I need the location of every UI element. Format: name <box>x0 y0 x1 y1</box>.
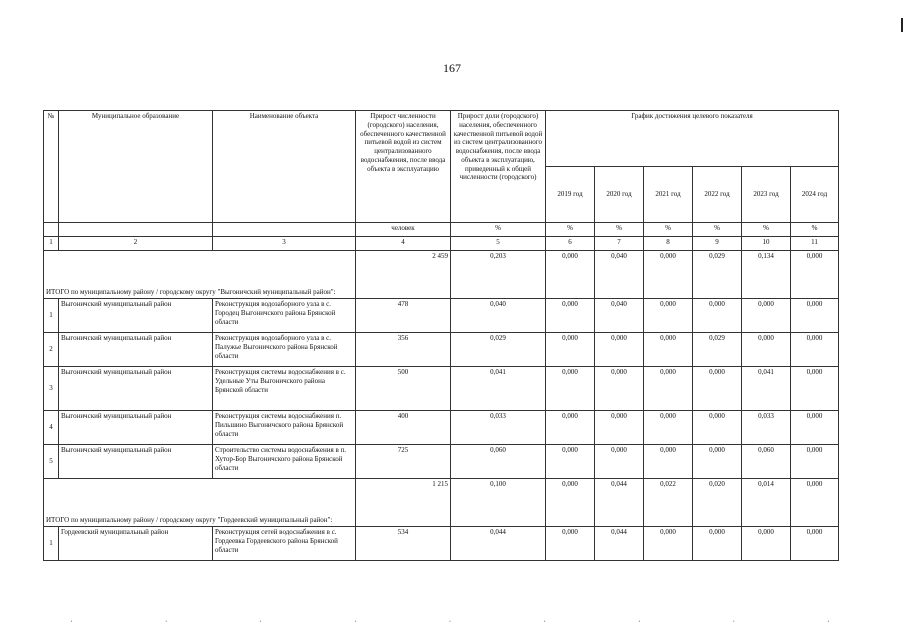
row-value: 0,000 <box>546 527 595 561</box>
row-object-name: Реконструкция сетей водоснабжения в с. Гордеевка Гордеевского района Брянской области <box>213 527 356 561</box>
row-value: 0,029 <box>451 333 546 367</box>
row-value: 0,000 <box>791 445 839 479</box>
group-total-value: 0,022 <box>644 479 693 527</box>
column-number: 7 <box>595 237 644 251</box>
group-total-value: 0,000 <box>546 479 595 527</box>
group-total-row <box>44 251 839 299</box>
column-number: 6 <box>546 237 595 251</box>
row-municipality: Выгоничский муниципальный район <box>59 411 213 445</box>
group-total-value: 0,014 <box>742 479 791 527</box>
row-value: 0,000 <box>742 333 791 367</box>
row-value: 0,000 <box>644 367 693 411</box>
row-value: 0,033 <box>742 411 791 445</box>
header-unit: % <box>451 223 546 237</box>
row-municipality: Выгоничский муниципальный район <box>59 333 213 367</box>
row-value: 0,000 <box>644 445 693 479</box>
header-unit: % <box>693 223 742 237</box>
row-value: 356 <box>356 333 451 367</box>
row-number: 2 <box>44 333 59 367</box>
header-year: 2020 год <box>595 167 644 223</box>
row-municipality: Выгоничский муниципальный район <box>59 445 213 479</box>
header-year: 2022 год <box>693 167 742 223</box>
row-value: 0,000 <box>595 411 644 445</box>
group-total-value: 0,044 <box>595 479 644 527</box>
row-value: 534 <box>356 527 451 561</box>
row-object-name: Реконструкция водозаборного узла в с. Палужье Выгоничского района Брянской области <box>213 333 356 367</box>
row-object-name: Реконструкция системы водоснабжения п. Пильшино Выгоничского района Брянской области <box>213 411 356 445</box>
row-value: 0,060 <box>451 445 546 479</box>
header-year: 2019 год <box>546 167 595 223</box>
column-number: 8 <box>644 237 693 251</box>
header-year: 2021 год <box>644 167 693 223</box>
row-value: 0,000 <box>595 445 644 479</box>
row-value: 0,000 <box>791 367 839 411</box>
units-empty-cell <box>59 223 213 237</box>
row-value: 0,060 <box>742 445 791 479</box>
table-row <box>44 411 839 445</box>
row-value: 0,000 <box>693 367 742 411</box>
group-total-value: 0,100 <box>451 479 546 527</box>
header-municipality: Муниципальное образование <box>59 111 213 223</box>
column-number: 1 <box>44 237 59 251</box>
row-value: 0,000 <box>693 411 742 445</box>
table-row <box>44 445 839 479</box>
header-object-name: Наименование объекта <box>213 111 356 223</box>
row-number: 1 <box>44 299 59 333</box>
row-value: 0,044 <box>451 527 546 561</box>
table-row <box>44 333 839 367</box>
row-value: 0,000 <box>546 411 595 445</box>
group-total-label: ИТОГО по муниципальному району / городскому округу "Гордеевский муниципальный район": <box>44 479 356 527</box>
row-value: 0,000 <box>546 299 595 333</box>
scan-artifacts: ˌ ˌ ˌ ˌ ˌ ˌ ˌ ˌ ˌ <box>70 612 830 622</box>
group-total-value: 1 215 <box>356 479 451 527</box>
group-total-value: 0,029 <box>693 251 742 299</box>
column-number: 3 <box>213 237 356 251</box>
row-value: 0,000 <box>546 445 595 479</box>
row-value: 0,000 <box>693 299 742 333</box>
table-row <box>44 299 839 333</box>
group-total-label: ИТОГО по муниципальному району / городскому округу "Выгоничский муниципальный район": <box>44 251 356 299</box>
row-value: 0,041 <box>742 367 791 411</box>
units-empty-cell <box>213 223 356 237</box>
row-municipality: Гордеевский муниципальный район <box>59 527 213 561</box>
row-value: 0,000 <box>595 367 644 411</box>
row-value: 0,000 <box>791 299 839 333</box>
row-municipality: Выгоничский муниципальный район <box>59 299 213 333</box>
group-total-value: 0,000 <box>791 479 839 527</box>
group-total-value: 0,000 <box>546 251 595 299</box>
group-total-row <box>44 479 839 527</box>
row-number: 3 <box>44 367 59 411</box>
row-value: 725 <box>356 445 451 479</box>
row-object-name: Строительство системы водоснабжения в п. Хутор-Бор Выгоничского района Брянской области <box>213 445 356 479</box>
header-unit: % <box>644 223 693 237</box>
column-number: 2 <box>59 237 213 251</box>
row-value: 0,029 <box>693 333 742 367</box>
header-unit: % <box>742 223 791 237</box>
group-total-value: 0,000 <box>791 251 839 299</box>
row-value: 0,040 <box>451 299 546 333</box>
header-no: № <box>44 111 59 223</box>
scan-edge-mark <box>901 18 903 32</box>
row-value: 0,033 <box>451 411 546 445</box>
row-value: 0,000 <box>644 527 693 561</box>
row-value: 0,000 <box>693 445 742 479</box>
row-value: 478 <box>356 299 451 333</box>
row-value: 0,000 <box>791 527 839 561</box>
row-value: 400 <box>356 411 451 445</box>
group-total-value: 0,203 <box>451 251 546 299</box>
column-number: 10 <box>742 237 791 251</box>
row-value: 0,000 <box>693 527 742 561</box>
table-row <box>44 527 839 561</box>
column-number: 5 <box>451 237 546 251</box>
row-value: 0,000 <box>595 333 644 367</box>
row-value: 0,040 <box>595 299 644 333</box>
header-year: 2024 год <box>791 167 839 223</box>
page-number: 167 <box>443 61 461 75</box>
header-schedule: График достижения целевого показателя <box>546 111 839 167</box>
table-row <box>44 367 839 411</box>
row-value: 0,000 <box>791 333 839 367</box>
row-object-name: Реконструкция водозаборного узла в с. Городец Выгоничского района Брянской области <box>213 299 356 333</box>
row-object-name: Реконструкция системы водоснабжения в с. Удельные Уты Выгоничского района Брянской области <box>213 367 356 411</box>
header-unit: % <box>595 223 644 237</box>
group-total-value: 2 459 <box>356 251 451 299</box>
row-value: 0,000 <box>644 411 693 445</box>
column-number: 4 <box>356 237 451 251</box>
header-unit: % <box>791 223 839 237</box>
row-municipality: Выгоничский муниципальный район <box>59 367 213 411</box>
column-number: 11 <box>791 237 839 251</box>
row-value: 500 <box>356 367 451 411</box>
group-total-value: 0,040 <box>595 251 644 299</box>
header-year: 2023 год <box>742 167 791 223</box>
row-value: 0,000 <box>742 299 791 333</box>
row-value: 0,044 <box>595 527 644 561</box>
group-total-value: 0,020 <box>693 479 742 527</box>
row-value: 0,000 <box>644 333 693 367</box>
row-value: 0,000 <box>791 411 839 445</box>
row-number: 1 <box>44 527 59 561</box>
header-share-growth: Прирост доли (городского) населения, обеспеченного качественной питьевой водой из систем централизованного водоснабжения, после ввода объекта в эксплуатацию, приведенный к общей численности (городского) <box>451 111 546 223</box>
header-population-growth: Прирост численности (городского) населения, обеспеченного качественной питьевой водой из систем централизованного водоснабжения, после ввода объекта в эксплуатацию <box>356 111 451 223</box>
row-number: 5 <box>44 445 59 479</box>
row-value: 0,000 <box>644 299 693 333</box>
column-number: 9 <box>693 237 742 251</box>
group-total-value: 0,134 <box>742 251 791 299</box>
units-empty-cell <box>44 223 59 237</box>
group-total-value: 0,000 <box>644 251 693 299</box>
row-number: 4 <box>44 411 59 445</box>
header-unit: % <box>546 223 595 237</box>
row-value: 0,000 <box>546 333 595 367</box>
header-unit: человек <box>356 223 451 237</box>
target-indicator-table <box>43 110 839 561</box>
row-value: 0,000 <box>742 527 791 561</box>
row-value: 0,000 <box>546 367 595 411</box>
row-value: 0,041 <box>451 367 546 411</box>
